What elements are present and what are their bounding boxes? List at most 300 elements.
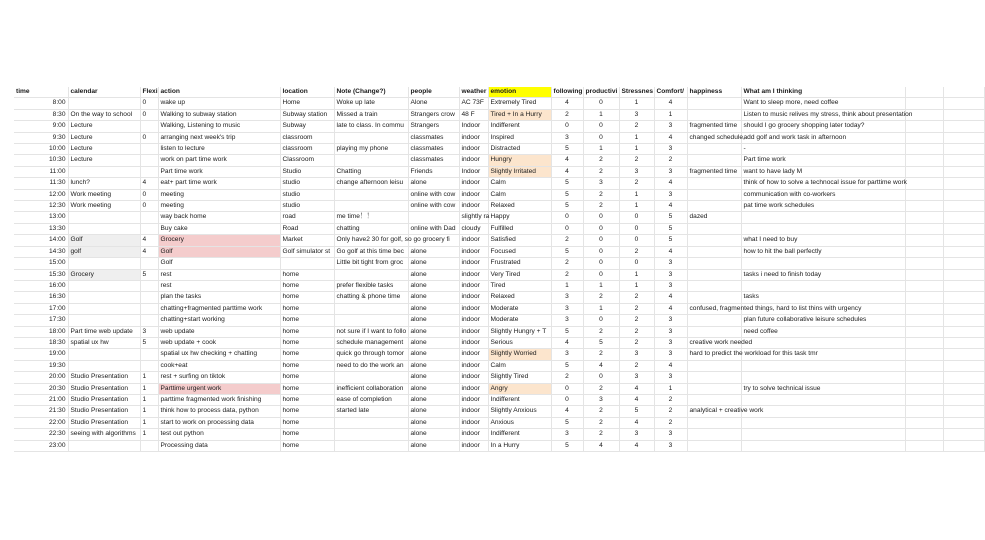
- cell-time[interactable]: 14:30: [14, 246, 68, 257]
- cell-stress[interactable]: 5: [619, 406, 654, 417]
- cell-location[interactable]: studio: [280, 201, 334, 212]
- cell-location[interactable]: home: [280, 372, 334, 383]
- cell-empty[interactable]: [905, 326, 943, 337]
- cell-thinking[interactable]: -: [741, 144, 905, 155]
- cell-comfort[interactable]: 1: [654, 109, 687, 120]
- cell-action[interactable]: web update: [158, 326, 280, 337]
- cell-happiness[interactable]: [687, 429, 741, 440]
- cell-happiness[interactable]: [687, 109, 741, 120]
- cell-happiness[interactable]: hard to predict the workload for this task tmr: [687, 349, 741, 360]
- cell-people[interactable]: alone: [408, 383, 459, 394]
- cell-happiness[interactable]: confused, fragmented things, hard to list thins with urgency: [687, 303, 741, 314]
- cell-thinking[interactable]: plan future collaborative leisure schedules: [741, 315, 905, 326]
- cell-location[interactable]: Home: [280, 98, 334, 109]
- cell-happiness[interactable]: [687, 223, 741, 234]
- cell-action[interactable]: spatial ux hw checking + chatting: [158, 349, 280, 360]
- cell-stress[interactable]: 2: [619, 315, 654, 326]
- cell-empty[interactable]: [943, 269, 984, 280]
- cell-happiness[interactable]: [687, 144, 741, 155]
- cell-flexi[interactable]: [140, 349, 158, 360]
- cell-stress[interactable]: 1: [619, 280, 654, 291]
- cell-empty[interactable]: [905, 429, 943, 440]
- cell-comfort[interactable]: 4: [654, 360, 687, 371]
- cell-weather[interactable]: indoor: [459, 132, 488, 143]
- cell-location[interactable]: Classroom: [280, 155, 334, 166]
- cell-people[interactable]: [408, 212, 459, 223]
- cell-calendar[interactable]: On the way to school: [68, 109, 140, 120]
- cell-emotion[interactable]: Moderate: [488, 303, 551, 314]
- cell-stress[interactable]: 0: [619, 235, 654, 246]
- cell-productivity[interactable]: 0: [583, 121, 619, 132]
- cell-happiness[interactable]: [687, 326, 741, 337]
- cell-comfort[interactable]: 4: [654, 98, 687, 109]
- cell-happiness[interactable]: [687, 246, 741, 257]
- cell-happiness[interactable]: [687, 189, 741, 200]
- cell-people[interactable]: classmates: [408, 132, 459, 143]
- cell-flexi[interactable]: [140, 440, 158, 451]
- cell-empty[interactable]: [943, 383, 984, 394]
- cell-productivity[interactable]: 0: [583, 372, 619, 383]
- cell-empty[interactable]: [905, 406, 943, 417]
- cell-empty[interactable]: [905, 360, 943, 371]
- cell-time[interactable]: 18:00: [14, 326, 68, 337]
- cell-following[interactable]: 5: [551, 246, 583, 257]
- cell-people[interactable]: Strangers: [408, 121, 459, 132]
- cell-calendar[interactable]: [68, 360, 140, 371]
- cell-note[interactable]: [334, 201, 408, 212]
- cell-time[interactable]: 10:30: [14, 155, 68, 166]
- cell-happiness[interactable]: changed schedule,: [687, 132, 741, 143]
- cell-flexi[interactable]: 1: [140, 394, 158, 405]
- cell-action[interactable]: rest + surfing on tiktok: [158, 372, 280, 383]
- cell-action[interactable]: cook+eat: [158, 360, 280, 371]
- cell-emotion[interactable]: Moderate: [488, 315, 551, 326]
- cell-empty[interactable]: [905, 235, 943, 246]
- cell-people[interactable]: online with Dad: [408, 223, 459, 234]
- cell-people[interactable]: alone: [408, 292, 459, 303]
- cell-empty[interactable]: [943, 292, 984, 303]
- cell-empty[interactable]: [943, 121, 984, 132]
- header-stress[interactable]: Stressnes: [619, 87, 654, 98]
- cell-location[interactable]: home: [280, 315, 334, 326]
- cell-empty[interactable]: [943, 280, 984, 291]
- cell-people[interactable]: alone: [408, 258, 459, 269]
- cell-people[interactable]: alone: [408, 406, 459, 417]
- cell-action[interactable]: eat+ part time work: [158, 178, 280, 189]
- cell-weather[interactable]: slightly ra: [459, 212, 488, 223]
- cell-location[interactable]: home: [280, 280, 334, 291]
- cell-comfort[interactable]: 3: [654, 372, 687, 383]
- cell-calendar[interactable]: Work meeting: [68, 201, 140, 212]
- cell-productivity[interactable]: 1: [583, 303, 619, 314]
- header-following[interactable]: following: [551, 87, 583, 98]
- cell-people[interactable]: Alone: [408, 98, 459, 109]
- cell-following[interactable]: 5: [551, 360, 583, 371]
- cell-thinking[interactable]: add golf and work task in afternoon: [741, 132, 905, 143]
- cell-flexi[interactable]: 5: [140, 337, 158, 348]
- cell-thinking[interactable]: try to solve technical issue: [741, 383, 905, 394]
- cell-location[interactable]: home: [280, 326, 334, 337]
- cell-flexi[interactable]: 1: [140, 383, 158, 394]
- cell-emotion[interactable]: Satisfied: [488, 235, 551, 246]
- cell-people[interactable]: Friends: [408, 166, 459, 177]
- cell-empty[interactable]: [905, 178, 943, 189]
- cell-location[interactable]: home: [280, 394, 334, 405]
- cell-stress[interactable]: 1: [619, 144, 654, 155]
- cell-happiness[interactable]: [687, 417, 741, 428]
- cell-flexi[interactable]: [140, 292, 158, 303]
- cell-happiness[interactable]: [687, 280, 741, 291]
- cell-thinking[interactable]: how to hit the ball perfectly: [741, 246, 905, 257]
- cell-flexi[interactable]: 1: [140, 429, 158, 440]
- cell-stress[interactable]: 3: [619, 109, 654, 120]
- cell-thinking[interactable]: [741, 223, 905, 234]
- cell-emotion[interactable]: Distracted: [488, 144, 551, 155]
- cell-time[interactable]: 17:00: [14, 303, 68, 314]
- cell-location[interactable]: home: [280, 349, 334, 360]
- cell-flexi[interactable]: [140, 212, 158, 223]
- cell-flexi[interactable]: 4: [140, 178, 158, 189]
- cell-weather[interactable]: indoor: [459, 360, 488, 371]
- cell-following[interactable]: 5: [551, 178, 583, 189]
- cell-calendar[interactable]: Studio Presentation: [68, 406, 140, 417]
- cell-productivity[interactable]: 0: [583, 212, 619, 223]
- cell-productivity[interactable]: 4: [583, 440, 619, 451]
- cell-weather[interactable]: indoor: [459, 258, 488, 269]
- cell-calendar[interactable]: Lecture: [68, 144, 140, 155]
- cell-note[interactable]: [334, 372, 408, 383]
- cell-note[interactable]: [334, 132, 408, 143]
- cell-note[interactable]: [334, 155, 408, 166]
- cell-action[interactable]: plan the tasks: [158, 292, 280, 303]
- cell-stress[interactable]: 1: [619, 269, 654, 280]
- cell-action[interactable]: start to work on processing data: [158, 417, 280, 428]
- cell-following[interactable]: 5: [551, 326, 583, 337]
- cell-calendar[interactable]: [68, 303, 140, 314]
- cell-empty[interactable]: [943, 440, 984, 451]
- cell-productivity[interactable]: 4: [583, 360, 619, 371]
- cell-stress[interactable]: 2: [619, 178, 654, 189]
- cell-empty[interactable]: [905, 383, 943, 394]
- cell-empty[interactable]: [905, 258, 943, 269]
- cell-productivity[interactable]: 0: [583, 132, 619, 143]
- cell-time[interactable]: 17:30: [14, 315, 68, 326]
- cell-location[interactable]: Golf simulator st: [280, 246, 334, 257]
- header-emotion[interactable]: emotion: [488, 87, 551, 98]
- cell-happiness[interactable]: [687, 258, 741, 269]
- cell-productivity[interactable]: 1: [583, 109, 619, 120]
- cell-comfort[interactable]: 4: [654, 303, 687, 314]
- cell-action[interactable]: Part time work: [158, 166, 280, 177]
- cell-flexi[interactable]: 0: [140, 201, 158, 212]
- cell-stress[interactable]: 3: [619, 372, 654, 383]
- cell-following[interactable]: 5: [551, 417, 583, 428]
- cell-emotion[interactable]: Indifferent: [488, 394, 551, 405]
- header-time[interactable]: time: [14, 87, 68, 98]
- cell-location[interactable]: studio: [280, 178, 334, 189]
- cell-comfort[interactable]: 3: [654, 280, 687, 291]
- cell-empty[interactable]: [905, 155, 943, 166]
- cell-location[interactable]: home: [280, 440, 334, 451]
- cell-action[interactable]: wake up: [158, 98, 280, 109]
- cell-flexi[interactable]: [140, 280, 158, 291]
- cell-empty[interactable]: [943, 109, 984, 120]
- cell-time[interactable]: 8:00: [14, 98, 68, 109]
- cell-empty[interactable]: [943, 201, 984, 212]
- cell-flexi[interactable]: 0: [140, 189, 158, 200]
- cell-emotion[interactable]: Hungry: [488, 155, 551, 166]
- cell-happiness[interactable]: [687, 383, 741, 394]
- cell-calendar[interactable]: spatial ux hw: [68, 337, 140, 348]
- cell-action[interactable]: arranging next week's trip: [158, 132, 280, 143]
- cell-action[interactable]: web update + cook: [158, 337, 280, 348]
- cell-time[interactable]: 9:00: [14, 121, 68, 132]
- cell-comfort[interactable]: 2: [654, 406, 687, 417]
- cell-time[interactable]: 15:00: [14, 258, 68, 269]
- cell-time[interactable]: 21:30: [14, 406, 68, 417]
- cell-productivity[interactable]: 2: [583, 201, 619, 212]
- cell-following[interactable]: 4: [551, 98, 583, 109]
- cell-stress[interactable]: 3: [619, 166, 654, 177]
- cell-happiness[interactable]: dazed: [687, 212, 741, 223]
- cell-weather[interactable]: AC 73F: [459, 98, 488, 109]
- cell-thinking[interactable]: [741, 337, 905, 348]
- cell-weather[interactable]: indoor: [459, 155, 488, 166]
- cell-happiness[interactable]: [687, 269, 741, 280]
- cell-emotion[interactable]: Very Tired: [488, 269, 551, 280]
- cell-people[interactable]: alone: [408, 280, 459, 291]
- cell-comfort[interactable]: 4: [654, 246, 687, 257]
- cell-time[interactable]: 15:30: [14, 269, 68, 280]
- cell-flexi[interactable]: 4: [140, 235, 158, 246]
- cell-comfort[interactable]: 3: [654, 337, 687, 348]
- cell-happiness[interactable]: creative work needed: [687, 337, 741, 348]
- cell-location[interactable]: road: [280, 212, 334, 223]
- cell-note[interactable]: chatting & phone time: [334, 292, 408, 303]
- cell-happiness[interactable]: [687, 360, 741, 371]
- header-people[interactable]: people: [408, 87, 459, 98]
- cell-thinking[interactable]: want to have lady M: [741, 166, 905, 177]
- cell-location[interactable]: Studio: [280, 166, 334, 177]
- cell-empty[interactable]: [943, 360, 984, 371]
- cell-empty[interactable]: [943, 417, 984, 428]
- cell-empty[interactable]: [943, 212, 984, 223]
- cell-weather[interactable]: cloudy: [459, 223, 488, 234]
- cell-time[interactable]: 10:00: [14, 144, 68, 155]
- cell-note[interactable]: need to do the work an: [334, 360, 408, 371]
- cell-emotion[interactable]: Focused: [488, 246, 551, 257]
- cell-productivity[interactable]: 2: [583, 417, 619, 428]
- cell-calendar[interactable]: lunch?: [68, 178, 140, 189]
- cell-location[interactable]: [280, 258, 334, 269]
- cell-location[interactable]: studio: [280, 189, 334, 200]
- cell-following[interactable]: 3: [551, 315, 583, 326]
- cell-weather[interactable]: indoor: [459, 383, 488, 394]
- cell-calendar[interactable]: golf: [68, 246, 140, 257]
- cell-empty[interactable]: [905, 144, 943, 155]
- cell-emotion[interactable]: Angry: [488, 383, 551, 394]
- header-weather[interactable]: weather: [459, 87, 488, 98]
- cell-empty[interactable]: [905, 201, 943, 212]
- cell-empty[interactable]: [905, 280, 943, 291]
- cell-productivity[interactable]: 2: [583, 429, 619, 440]
- cell-emotion[interactable]: Tired: [488, 280, 551, 291]
- cell-empty[interactable]: [943, 258, 984, 269]
- cell-flexi[interactable]: 4: [140, 246, 158, 257]
- cell-empty[interactable]: [905, 337, 943, 348]
- cell-empty[interactable]: [943, 132, 984, 143]
- cell-emotion[interactable]: Relaxed: [488, 292, 551, 303]
- cell-note[interactable]: Chatting: [334, 166, 408, 177]
- cell-empty[interactable]: [905, 372, 943, 383]
- cell-happiness[interactable]: [687, 178, 741, 189]
- cell-happiness[interactable]: fragmented time: [687, 121, 741, 132]
- cell-time[interactable]: 11:00: [14, 166, 68, 177]
- cell-emotion[interactable]: Happy: [488, 212, 551, 223]
- cell-action[interactable]: listen to lecture: [158, 144, 280, 155]
- cell-action[interactable]: meeting: [158, 201, 280, 212]
- cell-following[interactable]: 2: [551, 235, 583, 246]
- cell-following[interactable]: 0: [551, 394, 583, 405]
- cell-productivity[interactable]: 0: [583, 269, 619, 280]
- cell-note[interactable]: prefer flexible tasks: [334, 280, 408, 291]
- cell-productivity[interactable]: 2: [583, 383, 619, 394]
- cell-weather[interactable]: indoor: [459, 189, 488, 200]
- cell-time[interactable]: 20:00: [14, 372, 68, 383]
- cell-empty[interactable]: [905, 315, 943, 326]
- cell-productivity[interactable]: 0: [583, 315, 619, 326]
- cell-productivity[interactable]: 2: [583, 292, 619, 303]
- cell-stress[interactable]: 0: [619, 212, 654, 223]
- cell-note[interactable]: Little bit tight from groc: [334, 258, 408, 269]
- cell-productivity[interactable]: 0: [583, 246, 619, 257]
- cell-calendar[interactable]: [68, 440, 140, 451]
- cell-stress[interactable]: 2: [619, 360, 654, 371]
- cell-thinking[interactable]: Part time work: [741, 155, 905, 166]
- header-happiness[interactable]: happiness: [687, 87, 741, 98]
- cell-thinking[interactable]: [741, 372, 905, 383]
- cell-following[interactable]: 3: [551, 292, 583, 303]
- cell-note[interactable]: [334, 440, 408, 451]
- cell-flexi[interactable]: 3: [140, 326, 158, 337]
- cell-flexi[interactable]: [140, 121, 158, 132]
- header-flexi[interactable]: Flexi: [140, 87, 158, 98]
- cell-note[interactable]: [334, 315, 408, 326]
- cell-flexi[interactable]: [140, 258, 158, 269]
- cell-stress[interactable]: 4: [619, 440, 654, 451]
- cell-empty[interactable]: [943, 98, 984, 109]
- cell-emotion[interactable]: Slightly Anxious: [488, 406, 551, 417]
- cell-weather[interactable]: indoor: [459, 235, 488, 246]
- cell-note[interactable]: [334, 189, 408, 200]
- cell-thinking[interactable]: [741, 394, 905, 405]
- cell-comfort[interactable]: 3: [654, 166, 687, 177]
- cell-action[interactable]: way back home: [158, 212, 280, 223]
- cell-calendar[interactable]: [68, 349, 140, 360]
- cell-stress[interactable]: 2: [619, 292, 654, 303]
- cell-calendar[interactable]: seeing with algorithms: [68, 429, 140, 440]
- cell-flexi[interactable]: [140, 223, 158, 234]
- cell-flexi[interactable]: 5: [140, 269, 158, 280]
- cell-thinking[interactable]: [741, 212, 905, 223]
- cell-empty[interactable]: [943, 372, 984, 383]
- cell-time[interactable]: 14:00: [14, 235, 68, 246]
- cell-people[interactable]: alone: [408, 337, 459, 348]
- cell-productivity[interactable]: 2: [583, 326, 619, 337]
- cell-note[interactable]: quick go through tomor: [334, 349, 408, 360]
- cell-note[interactable]: schedule management: [334, 337, 408, 348]
- cell-flexi[interactable]: [140, 360, 158, 371]
- cell-empty[interactable]: [943, 223, 984, 234]
- cell-weather[interactable]: indoor: [459, 337, 488, 348]
- header-action[interactable]: action: [158, 87, 280, 98]
- cell-following[interactable]: 0: [551, 121, 583, 132]
- cell-action[interactable]: Walking, Listening to music: [158, 121, 280, 132]
- cell-people[interactable]: alone: [408, 303, 459, 314]
- cell-empty[interactable]: [943, 394, 984, 405]
- cell-comfort[interactable]: 5: [654, 223, 687, 234]
- cell-time[interactable]: 13:30: [14, 223, 68, 234]
- cell-empty[interactable]: [905, 189, 943, 200]
- cell-action[interactable]: rest: [158, 280, 280, 291]
- cell-location[interactable]: home: [280, 429, 334, 440]
- cell-action[interactable]: Buy cake: [158, 223, 280, 234]
- cell-empty[interactable]: [943, 337, 984, 348]
- header-calendar[interactable]: calendar: [68, 87, 140, 98]
- cell-happiness[interactable]: [687, 155, 741, 166]
- cell-empty[interactable]: [943, 349, 984, 360]
- header-empty-1[interactable]: [905, 87, 943, 98]
- cell-weather[interactable]: indoor: [459, 201, 488, 212]
- cell-calendar[interactable]: Studio Presentation: [68, 394, 140, 405]
- cell-people[interactable]: online with cow: [408, 189, 459, 200]
- cell-calendar[interactable]: [68, 292, 140, 303]
- cell-location[interactable]: home: [280, 337, 334, 348]
- cell-stress[interactable]: 2: [619, 303, 654, 314]
- cell-emotion[interactable]: Slightly Worried: [488, 349, 551, 360]
- cell-stress[interactable]: 1: [619, 189, 654, 200]
- cell-following[interactable]: 3: [551, 132, 583, 143]
- cell-thinking[interactable]: Listen to music relives my stress, think about presentation: [741, 109, 905, 120]
- cell-productivity[interactable]: 3: [583, 178, 619, 189]
- cell-productivity[interactable]: 2: [583, 155, 619, 166]
- cell-happiness[interactable]: [687, 201, 741, 212]
- cell-thinking[interactable]: [741, 417, 905, 428]
- cell-flexi[interactable]: 0: [140, 109, 158, 120]
- cell-calendar[interactable]: Work meeting: [68, 189, 140, 200]
- cell-stress[interactable]: 2: [619, 121, 654, 132]
- cell-action[interactable]: meeting: [158, 189, 280, 200]
- cell-people[interactable]: alone: [408, 315, 459, 326]
- cell-empty[interactable]: [905, 223, 943, 234]
- cell-thinking[interactable]: [741, 360, 905, 371]
- cell-empty[interactable]: [905, 246, 943, 257]
- cell-following[interactable]: 4: [551, 337, 583, 348]
- cell-empty[interactable]: [905, 303, 943, 314]
- cell-happiness[interactable]: [687, 394, 741, 405]
- cell-people[interactable]: alone: [408, 394, 459, 405]
- cell-happiness[interactable]: [687, 315, 741, 326]
- cell-productivity[interactable]: 0: [583, 98, 619, 109]
- cell-empty[interactable]: [943, 144, 984, 155]
- cell-flexi[interactable]: 1: [140, 417, 158, 428]
- cell-location[interactable]: home: [280, 292, 334, 303]
- cell-thinking[interactable]: what I need to buy: [741, 235, 905, 246]
- cell-empty[interactable]: [905, 349, 943, 360]
- cell-empty[interactable]: [905, 132, 943, 143]
- cell-comfort[interactable]: 5: [654, 212, 687, 223]
- cell-note[interactable]: [334, 269, 408, 280]
